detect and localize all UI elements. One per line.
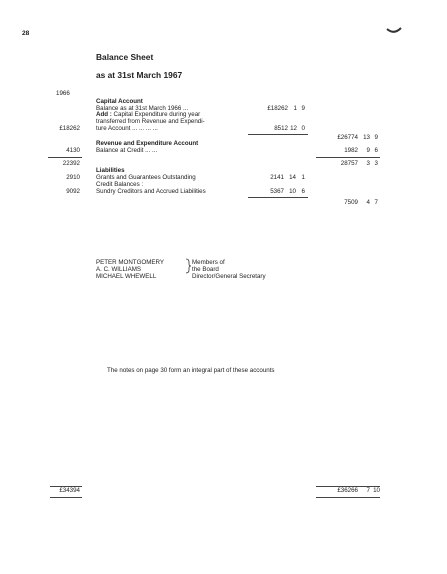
corner-mark-icon xyxy=(386,26,402,36)
liabilities-creditors-line: Sundry Creditors and Accrued Liabilities xyxy=(96,188,206,195)
capital-add-line2: transferred from Revenue and Expendi- xyxy=(96,118,205,125)
capital-add-text: Capital Expenditure during year xyxy=(113,111,201,118)
liabilities-creditors-pence: 6 xyxy=(301,188,305,195)
capital-account-heading: Capital Account xyxy=(96,98,143,105)
subtotal-pounds: 28757 xyxy=(340,160,358,167)
liabilities-grants-pence: 1 xyxy=(301,174,305,181)
liabilities-creditors-prior: 9092 xyxy=(66,188,80,195)
liabilities-subtotal-rule xyxy=(248,197,308,198)
liabilities-total-shillings: 4 xyxy=(366,199,370,206)
signatory-name-3: MICHAEL WHEWELL xyxy=(96,273,157,280)
liabilities-total-pence: 7 xyxy=(374,199,378,206)
capital-total-pence: 9 xyxy=(374,134,378,141)
grand-total-prior-year: £34394 xyxy=(59,487,80,494)
capital-total-pounds: £26774 xyxy=(337,134,358,141)
capital-subtotal-rule xyxy=(248,134,308,135)
capital-add-shillings: 12 xyxy=(290,125,297,132)
subtotal-pence: 3 xyxy=(374,160,378,167)
signatory-role-c: Director/General Secretary xyxy=(192,273,266,280)
capital-balance-shillings: 1 xyxy=(293,105,297,112)
subtotal-shillings: 3 xyxy=(366,160,370,167)
revenue-heading: Revenue and Expenditure Account xyxy=(96,140,199,147)
revenue-pence: 6 xyxy=(374,147,378,154)
liabilities-grants-pounds: 2141 xyxy=(270,174,284,181)
capital-balance-pence: 9 xyxy=(301,105,305,112)
revenue-balance-line: Balance at Credit ... ... xyxy=(96,147,158,154)
capital-add-label: Add : xyxy=(96,111,112,118)
signatory-role-a: Members of xyxy=(192,259,225,266)
prior-subtotal-rule xyxy=(48,157,82,158)
capital-add-pounds: 8512 xyxy=(274,125,288,132)
signatory-role-b: the Board xyxy=(192,266,219,273)
accounts-note: The notes on page 30 form an integral part of these accounts xyxy=(107,367,275,374)
capital-balance-pounds: £18262 xyxy=(267,105,288,112)
grand-total-prior-rule-bottom xyxy=(50,497,82,498)
capital-prior-year: £18262 xyxy=(59,125,80,132)
liabilities-grants-prior: 2910 xyxy=(66,174,80,181)
capital-add-line3: ture Account ... ... ... ... xyxy=(96,125,158,132)
revenue-prior-year: 4130 xyxy=(66,147,80,154)
capital-balance-line: Balance as at 31st March 1966 ... xyxy=(96,105,189,112)
page-subtitle: as at 31st March 1967 xyxy=(96,70,183,80)
subtotal-rule xyxy=(316,157,380,158)
signatory-name-2: A. C. WILLIAMS xyxy=(96,266,142,273)
grand-total-pounds: £36266 xyxy=(337,487,358,494)
signatory-name-1: PETER MONTGOMERY xyxy=(96,259,164,266)
page-title: Balance Sheet xyxy=(96,52,154,62)
capital-total-shillings: 13 xyxy=(363,134,370,141)
liabilities-grants-shillings: 14 xyxy=(289,174,296,181)
liabilities-heading: Liabilities xyxy=(96,167,125,174)
liabilities-total-pounds: 7509 xyxy=(344,199,358,206)
revenue-shillings: 9 xyxy=(366,147,370,154)
liabilities-creditors-pounds: 5367 xyxy=(270,188,284,195)
revenue-pounds: 1982 xyxy=(344,147,358,154)
liabilities-creditors-shillings: 10 xyxy=(289,188,296,195)
subtotal-prior-year: 22392 xyxy=(62,160,80,167)
grand-total-rule-bottom xyxy=(316,497,380,498)
page-number: 28 xyxy=(22,30,30,37)
prior-year-heading: 1966 xyxy=(56,90,70,97)
capital-add-pence: 0 xyxy=(301,125,305,132)
liabilities-credit-balances-line: Credit Balances : xyxy=(96,181,144,188)
brace-icon xyxy=(184,258,192,274)
grand-total-pence: 10 xyxy=(373,487,380,494)
liabilities-grants-line: Grants and Guarantees Outstanding xyxy=(96,174,196,181)
grand-total-shillings: 7 xyxy=(366,487,370,494)
